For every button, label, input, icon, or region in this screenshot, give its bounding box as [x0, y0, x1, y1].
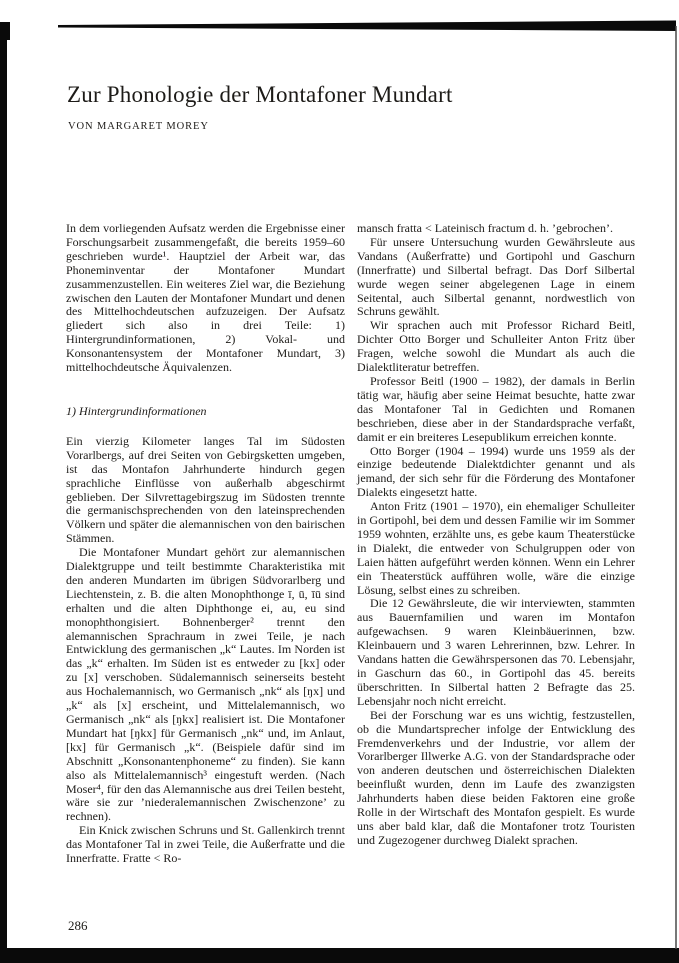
body-paragraph: Die Montafoner Mundart gehört zur alemannischen Dialektgruppe und teilt bestimmte Charakteristika mit den anderen Mundarten im übrigen Südvorarlberg und Liechtenstein, z. B. die alten Monophthonge ī, ū, īū sind erhalten und die alten Diphthonge ei, au, eu sind monophthongisiert. Bohnenberger² trennt den alemannischen Sprachraum in zwei Teile, je nach Entwicklung des germanischen „k“ Lautes. Im Norden ist das „k“ erhalten. Im Süden ist es entweder zu [kx] oder zu [x] verschoben. Südalemannisch seinerseits besteht aus Hochalemannisch, wo Germanisch „nk“ als [ŋx] und „k“ als [x] erscheint, und Mittelalemannisch, wo Germanisch „nk“ als [ŋkx] realisiert ist. Die Montafoner Mundart hat [ŋkx] für Germanisch „nk“ und, im Anlaut, [kx] für Germanisch „k“. (Beispiele dafür sind im Abschnitt „Konsonantenphoneme“ zu finden). Sie kann also als Mittelalemannisch³ eingestuft werden. (Nach Moser⁴, für den das Alemannische aus drei Teilen besteht, wäre sie zur ’niederalemannischen Zwischenzone’ zu rechnen).	[66, 545, 345, 824]
body-paragraph: Die 12 Gewährsleute, die wir interviewten, stammten aus Bauernfamilien und waren im Montafon aufgewachsen. 9 waren Kleinbäuerinnen, bzw. Kleinbauern und 3 waren Lehrerinnen, bzw. Lehrer. In Vandans hatten die Gewährspersonen das 70. Lebensjahr, in Gaschurn das 60., in Gortipohl das 45. bereits überschritten. In Silbertal hatten 2 Befragte das 25. Lebensjahr noch nicht erreicht.	[357, 596, 635, 708]
left-column	[66, 222, 345, 866]
scan-artifact-right-edge	[675, 26, 677, 949]
body-paragraph: Ein vierzig Kilometer langes Tal im Südosten Vorarlbergs, auf drei Seiten von Gebirgsketten umgeben, ist das Montafon Jahrhunderte hindurch gegen sprachliche Einflüsse von außerhalb abgeschirmt geblieben. Der Silvrettagebirgszug im Südosten trennte die germanischsprechenden von den lateinsprechenden Völkern und später die alemannischen von den bairischen Stämmen.	[66, 433, 345, 546]
scan-artifact-bottom-edge	[0, 948, 679, 963]
body-paragraph: In dem vorliegenden Aufsatz werden die Ergebnisse einer Forschungsarbeit zusammengefaßt, die bereits 1959–60 geschrieben wurde¹. Hauptziel der Arbeit war, das Phoneminventar der Montafoner Mundart zusammenzustellen. Ein weiteres Ziel war, die Beziehung zwischen den Lauten der Montafoner Mundart und denen des Mittelhochdeutschen aufzuzeigen. Der Aufsatz gliedert sich also in drei Teile: 1) Hintergrundinformationen, 2) Vokal- und Konsonantensystem der Montafoner Mundart, 3) mittelhochdeutsche Äquivalenzen.	[66, 221, 345, 375]
scan-artifact-top-edge	[0, 0, 679, 40]
right-column	[357, 222, 635, 848]
body-paragraph: Ein Knick zwischen Schruns und St. Gallenkirch trennt das Montafoner Tal in zwei Teile, die Außerfratte und die Innerfratte. Fratte < Ro-	[66, 823, 345, 866]
body-paragraph: mansch fratta < Lateinisch fractum d. h. ’gebrochen’.	[357, 221, 613, 235]
body-paragraph: Anton Fritz (1901 – 1970), ein ehemaliger Schulleiter in Gortipohl, bei dem und dessen Familie wir im Sommer 1959 wohnten, erzählte uns, es gebe kaum Theaterstücke in Dialekt, die entweder von Schulgruppen oder von Laien hätten aufgeführt werden können. Wenn ein Lehrer ein Theaterstück aufführen wolle, wäre die einzige Lösung, selbst eines zu schreiben.	[357, 499, 635, 597]
body-paragraph: Für unsere Untersuchung wurden Gewährsleute aus Vandans (Außerfratte) und Gortipohl und Gaschurn (Innerfratte) und Silbertal befragt. Das Dorf Silbertal wurde wegen seiner abgelegenen Lage in einem Seitental, auch Silbertal genannt, nordwestlich von Schruns gewählt.	[357, 234, 635, 319]
body-paragraph: Bei der Forschung war es uns wichtig, festzustellen, ob die Mundartsprecher infolge der Entwicklung des Fremdenverkehrs und der Industrie, vor allem der Vorarlberger Illwerke A.G. von der Standardsprache oder von anderen deutschen und österreichischen Dialekten beeinflußt wurden, denn im Laufe des zwanzigsten Jahrhunderts haben diese beiden Faktoren eine große Rolle in der Wirtschaft des Montafon gespielt. Es wurde uns aber bald klar, daß die Montafoner trotz Touristen und Zugezogener durchweg Dialekt sprachen.	[357, 707, 635, 847]
page-number: 286	[68, 918, 88, 933]
article-byline: VON MARGARET MOREY	[68, 121, 209, 132]
body-paragraph: Professor Beitl (1900 – 1982), der damals in Berlin tätig war, häufig aber seine Heimat besuchte, hatte zwar das Montafoner Tal in Gedichten und Romanen beschrieben, diese aber in der Standardsprache verfaßt, damit er ein breiteres Lesepublikum erreichen konnte.	[357, 373, 635, 444]
article-title: Zur Phonologie der Montafoner Mundart	[67, 82, 453, 107]
section-heading: 1) Hintergrundinformationen	[66, 403, 207, 418]
body-paragraph: Otto Borger (1904 – 1994) wurde uns 1959 als der einzige bedeutende Dialektdichter genannt und als jemand, der sich sehr für die Förderung des Montafoner Dialekts eingesetzt hatte.	[357, 443, 635, 500]
scan-artifact-left-edge	[0, 22, 7, 963]
body-paragraph: Wir sprachen auch mit Professor Richard Beitl, Dichter Otto Borger und Schulleiter Anton Fritz über Fragen, welche sowohl die Mundart als auch die Dialektliteratur betreffen.	[357, 318, 635, 375]
